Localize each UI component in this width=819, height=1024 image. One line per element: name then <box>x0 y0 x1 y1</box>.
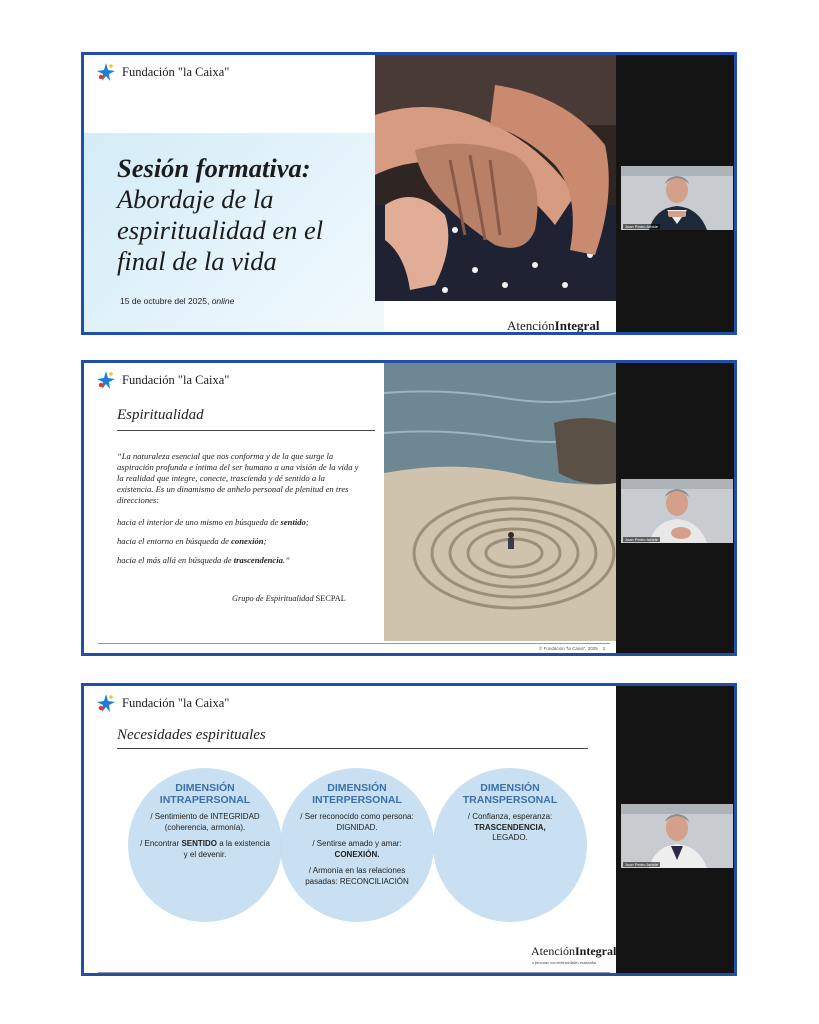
footer-divider <box>98 643 610 644</box>
circle-item-sentido-bold: SENTIDO <box>181 839 217 848</box>
circle-interpersonal-title <box>294 782 420 806</box>
presenter-video <box>621 479 733 543</box>
direction-sentido-suffix: ; <box>305 517 309 527</box>
foundation-logo <box>96 693 229 713</box>
definition-quote: “La naturaleza esencial que nos conforma y de la que surge la aspiración profunda e íntima del ser humano a una visión de la vida y la realidad que integre, conecte, trascienda y dé sentido a la existencia. Es un dinamismo de anhelo personal de plenitud en tres direcciones: <box>117 451 359 505</box>
circle-item-trascendencia <box>455 812 565 844</box>
circle-title-line1: DIMENSIÓN <box>480 782 540 794</box>
session-title-rest: Abordaje de la espiritualidad en el final de la vida <box>117 184 324 276</box>
session-date-text: 15 de octubre del 2025, <box>120 296 210 306</box>
direction-sentido-keyword: sentido <box>280 517 306 527</box>
participant-name-label: Juan Pedro Arbide <box>625 537 658 542</box>
hands-image <box>375 55 616 301</box>
direction-sentido <box>117 517 309 527</box>
direction-conexion-text: hacia el entorno en búsqueda de <box>117 536 229 546</box>
circle-title-line2: INTERPERSONAL <box>312 794 402 806</box>
circle-item-legado: LEGADO. <box>492 833 528 842</box>
session-title-line1: Sesión formativa: <box>117 153 311 183</box>
video-panel <box>616 686 734 973</box>
circle-item-sentido <box>140 839 270 860</box>
circle-transpersonal-title <box>455 782 565 806</box>
circle-intrapersonal-title <box>140 782 270 806</box>
video-panel <box>616 363 734 653</box>
direction-trascendencia-text: hacia el más allá en búsqueda de <box>117 555 232 565</box>
circle-item-dignidad: / Ser reconocido como persona: DIGNIDAD. <box>300 812 414 832</box>
screenshot-frame-3 <box>81 683 737 976</box>
slide-heading: Espiritualidad <box>117 407 204 423</box>
labyrinth-image <box>384 363 616 641</box>
program-brand <box>531 944 616 959</box>
circle-transpersonal <box>433 768 587 922</box>
star-logo-icon <box>96 370 116 390</box>
circle-title-line1: DIMENSIÓN <box>175 782 235 794</box>
circle-item-reconciliacion: / Armonía en las relaciones pasadas: RECONCILIACIÓN <box>305 866 409 886</box>
direction-trascendencia <box>117 555 290 565</box>
footer-divider <box>98 972 610 973</box>
participant-name-label: Juan Pedro Arbide <box>625 224 658 229</box>
presenter-video <box>621 804 733 868</box>
foundation-logo <box>96 62 229 82</box>
circle-item-conexion-bold: CONEXIÓN. <box>334 849 380 859</box>
circle-item-confianza: / Confianza, esperanza: <box>467 812 553 821</box>
labyrinth-photo <box>384 363 616 641</box>
foundation-logo <box>96 370 229 390</box>
page-number: 2 <box>602 646 606 651</box>
foundation-name: Fundación "la Caixa" <box>122 695 230 710</box>
circle-title-line1: DIMENSIÓN <box>327 782 387 794</box>
circle-item-conexion <box>294 839 420 860</box>
session-title <box>117 153 367 277</box>
slide-spirituality <box>84 363 616 653</box>
hands-photo <box>375 55 616 301</box>
star-logo-icon <box>96 62 116 82</box>
heading-divider <box>117 430 375 431</box>
slide-title <box>84 55 616 332</box>
direction-trascendencia-keyword: trascendencia <box>233 555 283 565</box>
session-date <box>120 296 234 306</box>
screenshot-frame-2 <box>81 360 737 656</box>
webcam-tile[interactable] <box>621 166 733 230</box>
circle-item-integridad: / Sentimiento de INTEGRIDAD (coherencia, armonía). <box>150 812 260 832</box>
quote-author <box>232 594 346 603</box>
quote-author-org: SECPAL <box>315 594 346 603</box>
direction-conexion-suffix: ; <box>263 536 267 546</box>
direction-sentido-text: hacia el interior de uno mismo en búsqueda de <box>117 517 279 527</box>
program-brand-bold: Integral <box>575 944 616 958</box>
screenshot-frame-1 <box>81 52 737 335</box>
program-tagline: a personas con enfermedades avanzadas <box>532 960 597 965</box>
presenter-video <box>621 166 733 230</box>
program-brand-light: Atención <box>531 944 575 958</box>
webcam-tile[interactable] <box>621 804 733 868</box>
quote-author-group: Grupo de Espiritualidad <box>232 594 314 603</box>
star-logo-icon <box>96 693 116 713</box>
video-panel <box>616 55 734 332</box>
heading-divider <box>117 748 588 749</box>
slide-spiritual-needs <box>84 686 616 973</box>
slide-heading: Necesidades espirituales <box>117 727 266 743</box>
circle-intrapersonal <box>128 768 282 922</box>
program-brand-bold: Integral <box>554 318 600 332</box>
circle-interpersonal <box>280 768 434 922</box>
program-brand <box>507 318 599 332</box>
circle-item-sentido-suffix: a la existencia y el devenir. <box>183 839 270 859</box>
foundation-name: Fundación "la Caixa" <box>122 64 230 79</box>
footer-copyright-text: © Fundación "la Caixa", 2025 <box>539 646 598 651</box>
direction-conexion-keyword: conexión <box>231 536 264 546</box>
participant-name-label: Juan Pedro Arbide <box>625 862 658 867</box>
circle-item-sentido-prefix: / Encontrar <box>140 839 180 848</box>
foundation-name: Fundación "la Caixa" <box>122 372 230 387</box>
direction-trascendencia-suffix: .” <box>282 555 290 565</box>
program-brand-light: Atención <box>507 318 555 332</box>
footer-copyright <box>539 646 605 651</box>
session-date-mode: online <box>211 296 235 306</box>
circle-title-line2: TRANSPERSONAL <box>462 794 558 806</box>
circle-title-line2: INTRAPERSONAL <box>159 794 251 806</box>
circle-item-trascendencia-bold: TRASCENDENCIA, <box>474 822 546 832</box>
webcam-tile[interactable] <box>621 479 733 543</box>
direction-conexion <box>117 536 266 546</box>
circle-item-conexion-prefix: / Sentirse amado y amar: <box>312 839 402 848</box>
